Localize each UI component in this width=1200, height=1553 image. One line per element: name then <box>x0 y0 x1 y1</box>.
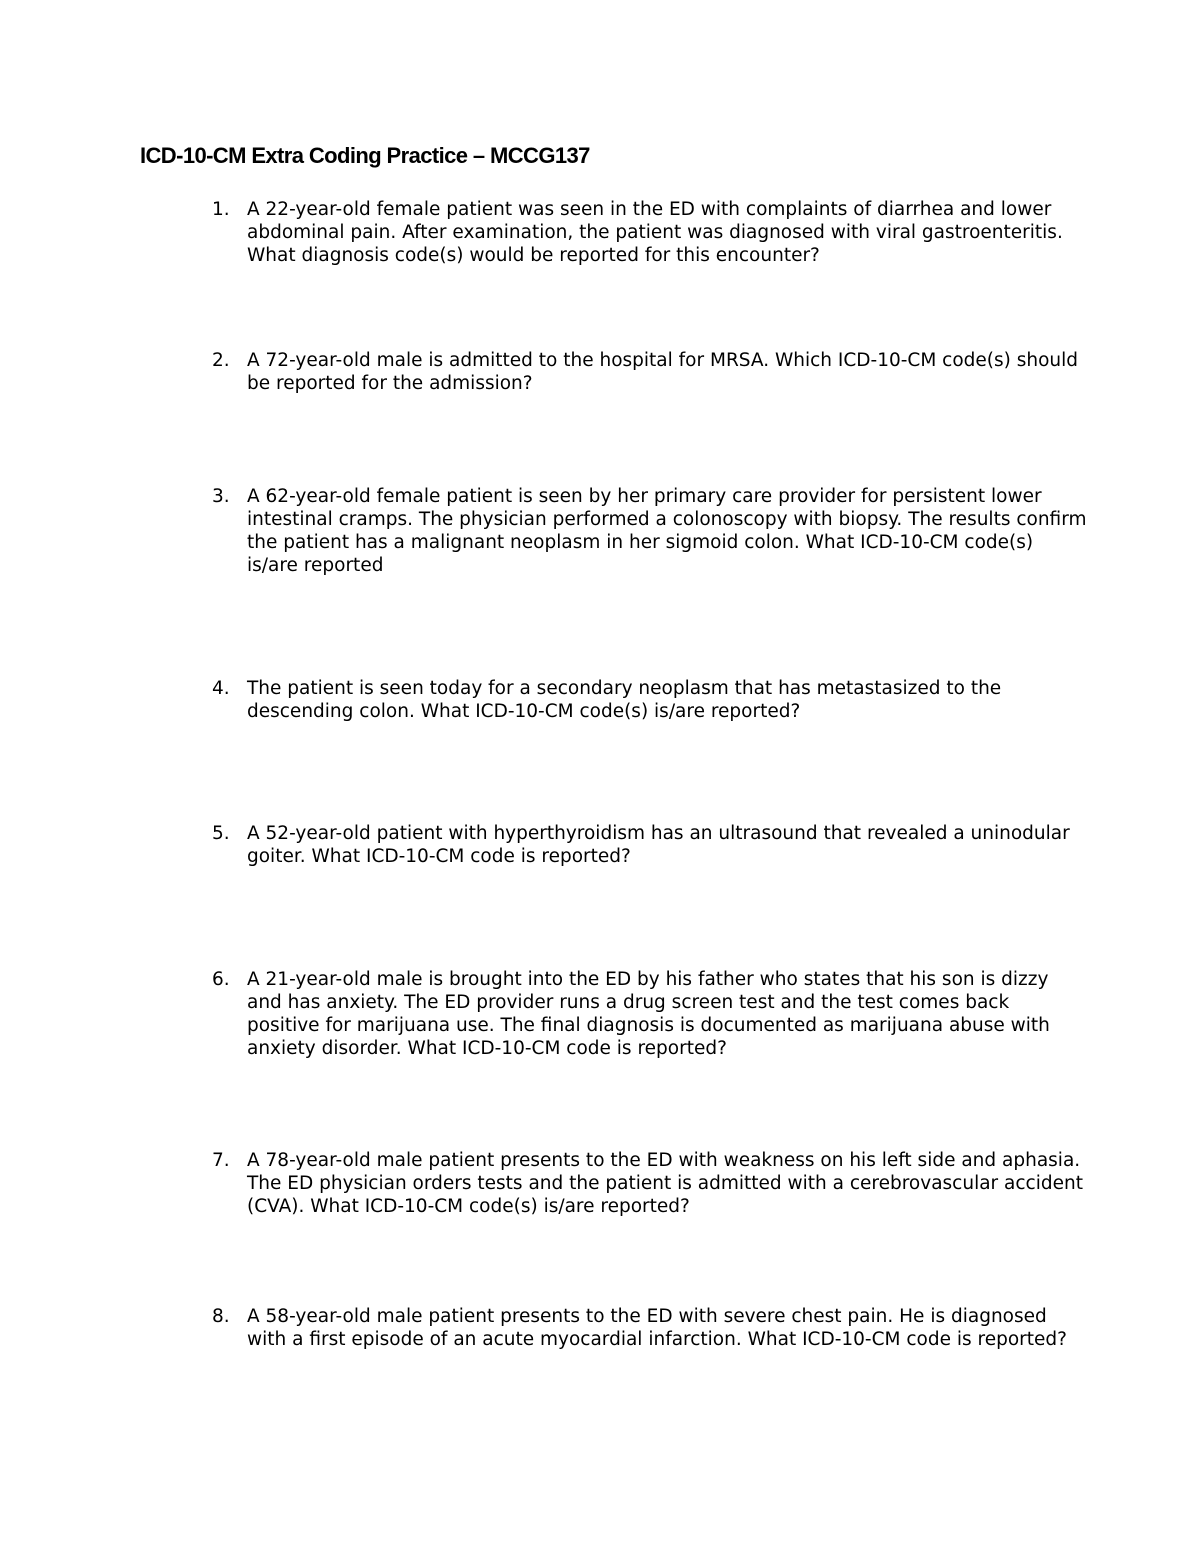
question-number: 2. <box>212 350 230 371</box>
question-number: 3. <box>212 486 230 507</box>
question-text: A 62-year-old female patient is seen by her primary care provider for persistent lower intestinal cramps. The physician performed a colonoscopy with biopsy. The results confirm the patient has a malignant neoplasm in her sigmoid colon. What ICD-10-CM code(s) is/are reported <box>247 486 1087 576</box>
question-item <box>212 968 1092 1060</box>
question-text: A 22-year-old female patient was seen in the ED with complaints of diarrhea and lower abdominal pain. After examination, the patient was diagnosed with viral gastroenteritis. What diagnosis code(s) would be reported for this encounter? <box>247 199 1063 266</box>
question-item <box>212 822 1092 868</box>
question-number: 8. <box>212 1306 230 1327</box>
question-number: 7. <box>212 1150 230 1171</box>
question-item <box>212 1149 1092 1218</box>
question-item <box>212 198 1092 267</box>
question-number: 4. <box>212 678 230 699</box>
question-item <box>212 349 1092 395</box>
question-text: A 58-year-old male patient presents to the ED with severe chest pain. He is diagnosed with a first episode of an acute myocardial infarction. What ICD-10-CM code is reported? <box>247 1306 1067 1350</box>
question-item <box>212 485 1092 577</box>
question-item <box>212 1305 1092 1351</box>
question-number: 5. <box>212 823 230 844</box>
question-number: 6. <box>212 969 230 990</box>
question-text: A 52-year-old patient with hyperthyroidism has an ultrasound that revealed a uninodular goiter. What ICD-10-CM code is reported? <box>247 823 1070 867</box>
question-item <box>212 677 1092 723</box>
question-text: A 72-year-old male is admitted to the hospital for MRSA. Which ICD-10-CM code(s) should be reported for the admission? <box>247 350 1079 394</box>
question-text: A 78-year-old male patient presents to the ED with weakness on his left side and aphasia. The ED physician orders tests and the patient is admitted with a cerebrovascular accident (CVA). What ICD-10-CM code(s) is/are reported? <box>247 1150 1083 1217</box>
document-title: ICD-10-CM Extra Coding Practice – MCCG137 <box>140 143 590 168</box>
question-text: The patient is seen today for a secondary neoplasm that has metastasized to the descending colon. What ICD-10-CM code(s) is/are reported? <box>247 678 1002 722</box>
question-text: A 21-year-old male is brought into the ED by his father who states that his son is dizzy and has anxiety. The ED provider runs a drug screen test and the test comes back positive for marijuana use. The final diagnosis is documented as marijuana abuse with anxiety disorder. What ICD-10-CM code is reported? <box>247 969 1050 1059</box>
question-number: 1. <box>212 199 230 220</box>
